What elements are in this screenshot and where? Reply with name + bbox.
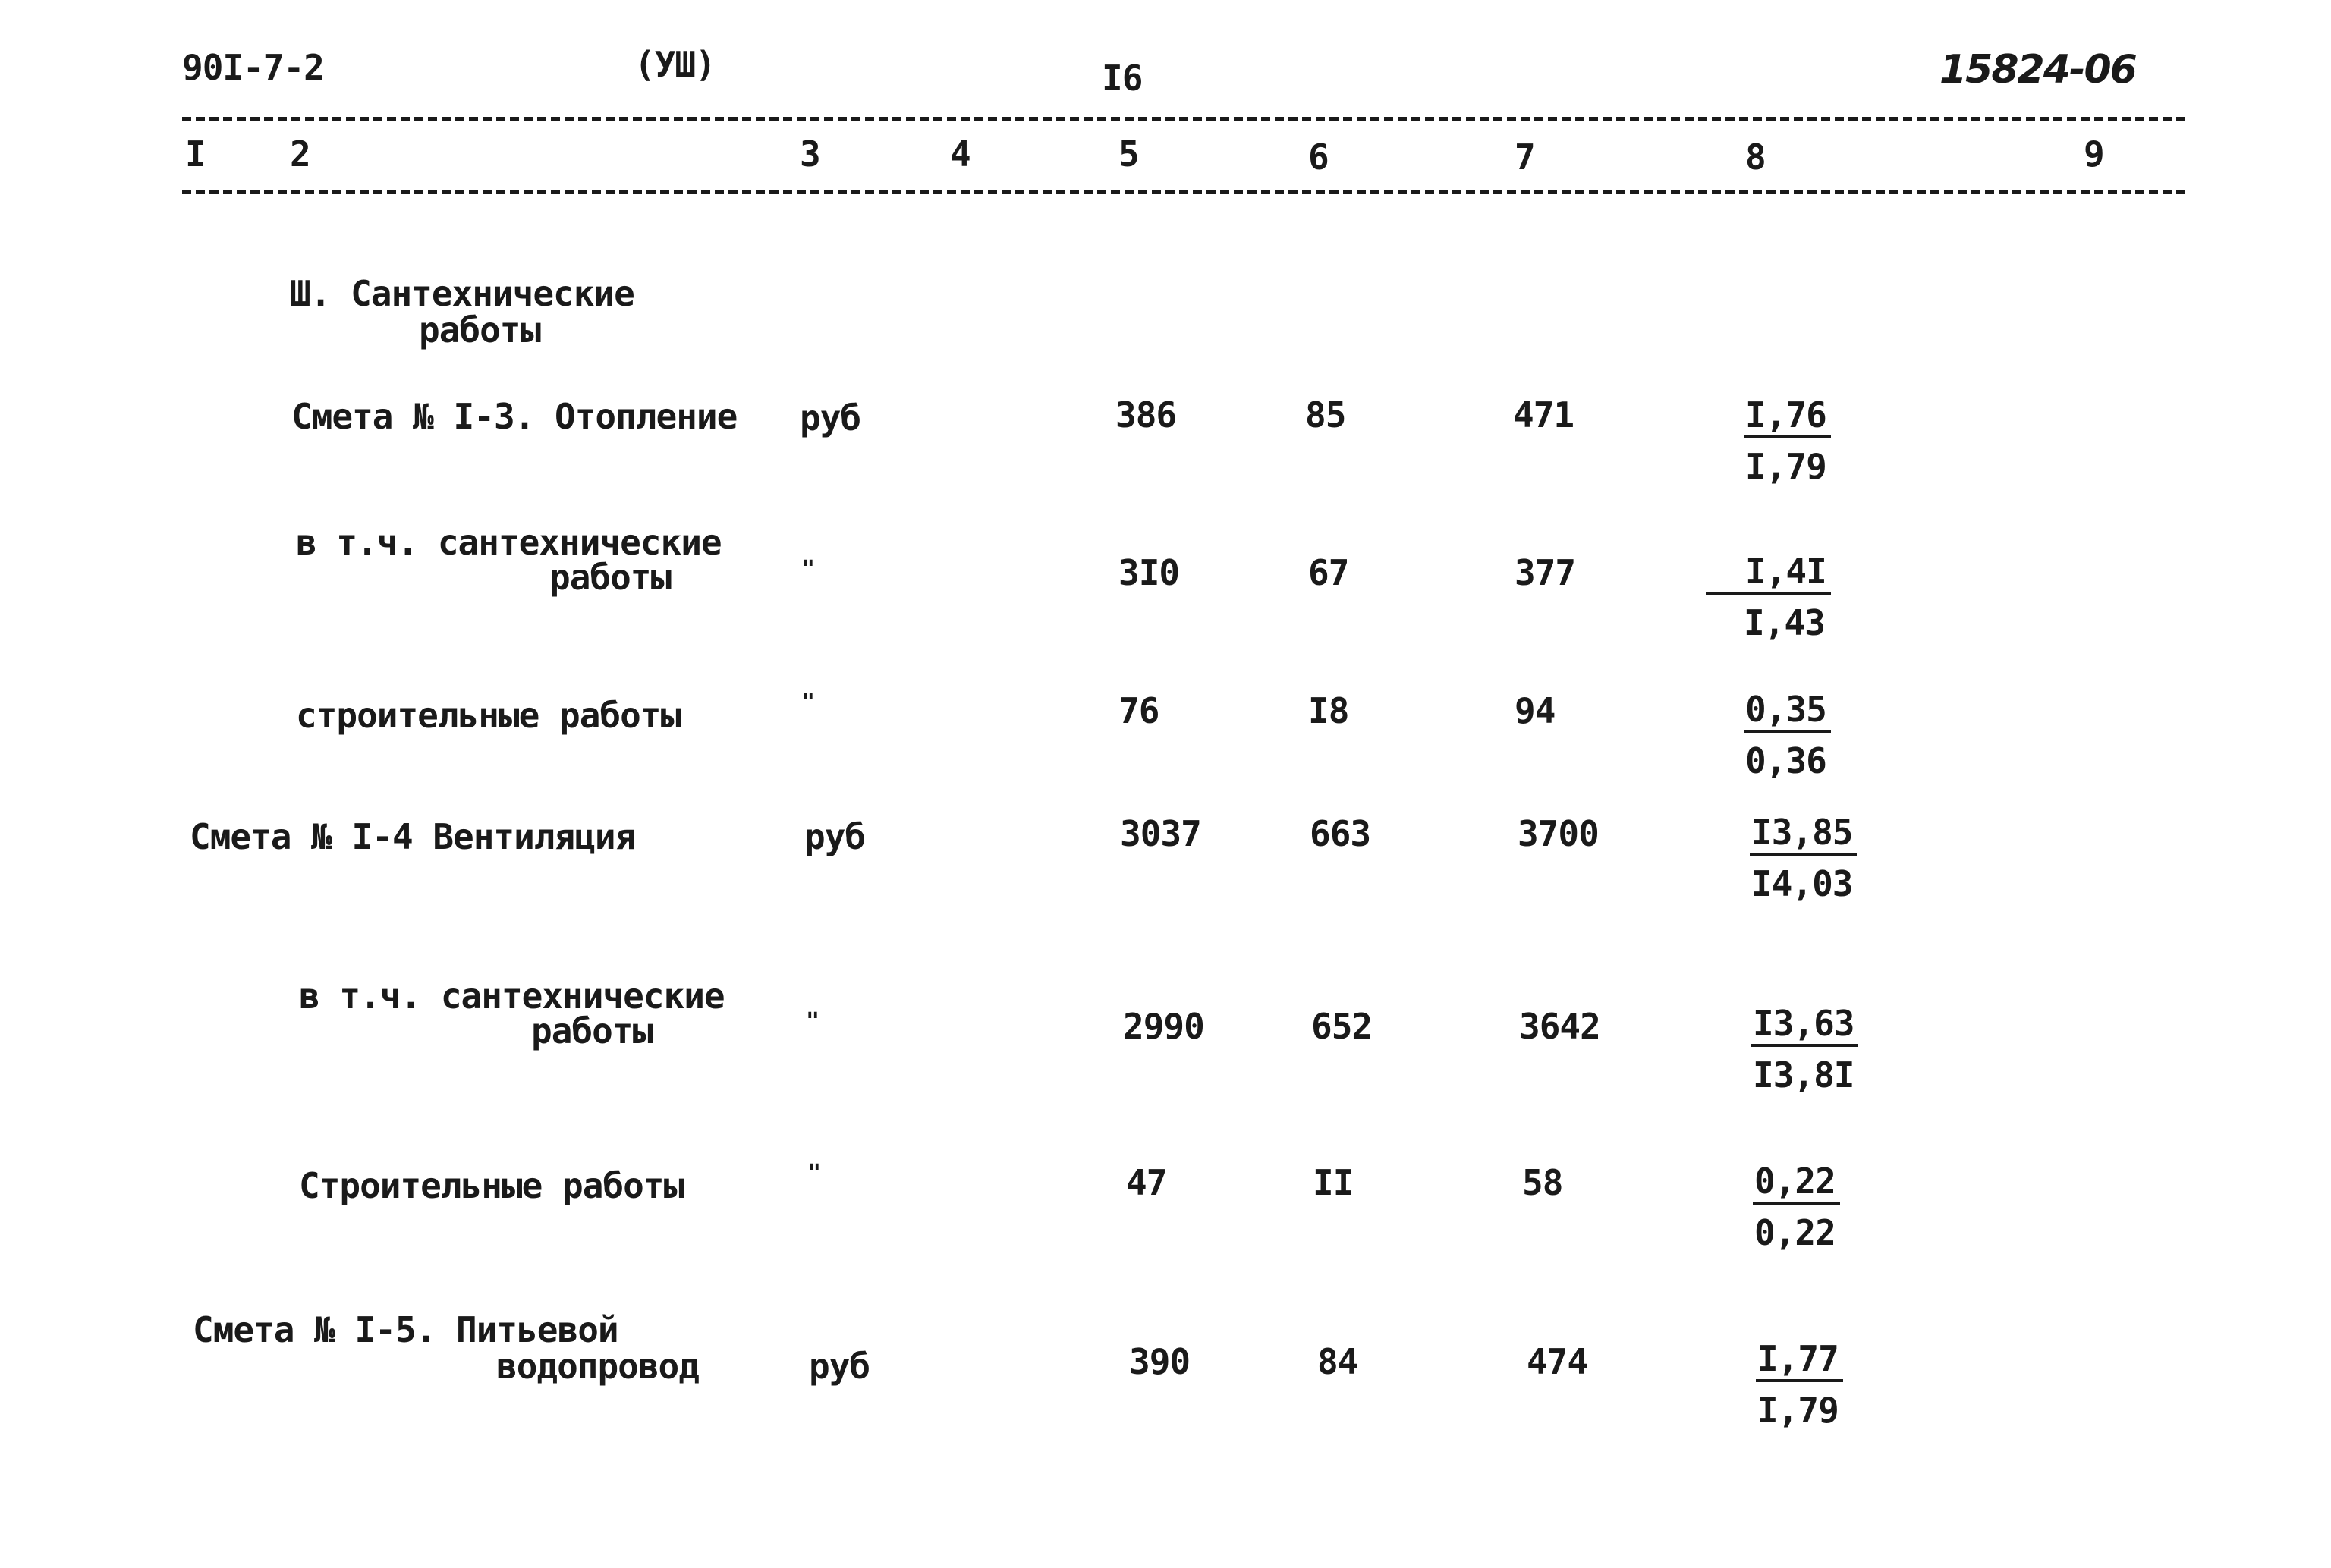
fraction-denominator: 0,22 xyxy=(1754,1212,1836,1253)
row-col7: 474 xyxy=(1527,1341,1588,1382)
row-unit: руб xyxy=(809,1346,870,1387)
column-header-3: 3 xyxy=(800,134,820,174)
fraction-denominator: 0,36 xyxy=(1745,740,1826,781)
header-rule-bottom xyxy=(182,190,2185,194)
row-col6: 85 xyxy=(1305,394,1346,435)
row-name: Смета № I-3. Отопление xyxy=(291,396,738,437)
column-header-1: I xyxy=(185,134,206,174)
row-col8-fraction xyxy=(1756,1338,1843,1431)
header-rule-top xyxy=(182,117,2185,121)
row-unit: руб xyxy=(804,816,866,857)
column-header-9: 9 xyxy=(2084,134,2104,174)
row-col7: 3642 xyxy=(1519,1006,1600,1047)
fraction-denominator: I,43 xyxy=(1744,602,1825,643)
row-name-line2: работы xyxy=(549,557,672,598)
row-name-line1: в т.ч. сантехнические xyxy=(299,976,725,1017)
row-unit-ditto: " xyxy=(807,1160,822,1186)
fraction-numerator: I,76 xyxy=(1744,397,1831,438)
row-col5: 3I0 xyxy=(1118,552,1180,593)
column-header-7: 7 xyxy=(1515,137,1535,178)
row-col6: 84 xyxy=(1317,1341,1358,1382)
row-col5: 76 xyxy=(1118,690,1159,731)
column-header-8: 8 xyxy=(1745,137,1766,178)
row-unit-ditto: " xyxy=(801,690,816,716)
row-col5: 2990 xyxy=(1123,1006,1204,1047)
row-col7: 3700 xyxy=(1518,813,1599,854)
column-header-5: 5 xyxy=(1118,134,1139,174)
row-col7: 471 xyxy=(1513,394,1574,435)
column-header-4: 4 xyxy=(950,134,970,174)
row-name-line1: в т.ч. сантехнические xyxy=(296,522,722,563)
section-title-line2: работы xyxy=(419,310,541,350)
fraction-denominator: I,79 xyxy=(1757,1390,1839,1431)
row-unit-ditto: " xyxy=(806,1008,820,1035)
fraction-numerator: 0,35 xyxy=(1744,692,1831,733)
row-col6: 652 xyxy=(1311,1006,1373,1047)
row-col8-fraction xyxy=(1750,812,1857,904)
fraction-denominator: I4,03 xyxy=(1751,863,1853,904)
fraction-numerator: I,77 xyxy=(1756,1341,1843,1382)
row-col7: 377 xyxy=(1515,552,1576,593)
fraction-numerator: I3,63 xyxy=(1751,1006,1858,1047)
row-col7: 58 xyxy=(1522,1162,1563,1203)
fraction-numerator: I3,85 xyxy=(1750,815,1857,856)
row-col5: 47 xyxy=(1126,1162,1167,1203)
row-name: строительные работы xyxy=(296,695,681,736)
row-col8-fraction xyxy=(1706,551,1831,643)
row-col6: 67 xyxy=(1308,552,1349,593)
row-unit: руб xyxy=(800,397,861,438)
page-number: I6 xyxy=(1102,58,1143,99)
column-header-6: 6 xyxy=(1308,137,1329,178)
fraction-denominator: I3,8I xyxy=(1753,1054,1854,1095)
row-col5: 386 xyxy=(1115,394,1177,435)
row-name-line2: работы xyxy=(531,1010,653,1051)
row-col6: II xyxy=(1313,1162,1354,1203)
row-name-line1: Смета № I-5. Питьевой xyxy=(193,1309,618,1350)
fraction-numerator: 0,22 xyxy=(1753,1164,1840,1205)
fraction-denominator: I,79 xyxy=(1745,446,1826,487)
row-col8-fraction xyxy=(1751,1003,1858,1095)
row-col8-fraction xyxy=(1753,1161,1840,1253)
row-col6: I8 xyxy=(1308,690,1349,731)
row-col5: 3037 xyxy=(1120,813,1201,854)
section-title-line1: Ш. Сантехнические xyxy=(290,273,634,314)
row-col8-fraction xyxy=(1744,689,1831,781)
row-col7: 94 xyxy=(1515,690,1556,731)
inventory-number: 15824-06 xyxy=(1939,47,2136,93)
row-name-line2: водопровод xyxy=(496,1346,699,1387)
row-unit-ditto: " xyxy=(801,556,816,583)
row-name: Строительные работы xyxy=(299,1165,684,1206)
fraction-numerator: I,4I xyxy=(1706,554,1831,595)
column-header-2: 2 xyxy=(290,134,310,174)
row-col8-fraction xyxy=(1744,394,1831,487)
document-code: 90I-7-2 xyxy=(182,47,324,88)
volume-label: (УШ) xyxy=(634,44,716,85)
row-name: Смета № I-4 Вентиляция xyxy=(190,816,636,857)
row-col5: 390 xyxy=(1129,1341,1191,1382)
row-col6: 663 xyxy=(1310,813,1371,854)
